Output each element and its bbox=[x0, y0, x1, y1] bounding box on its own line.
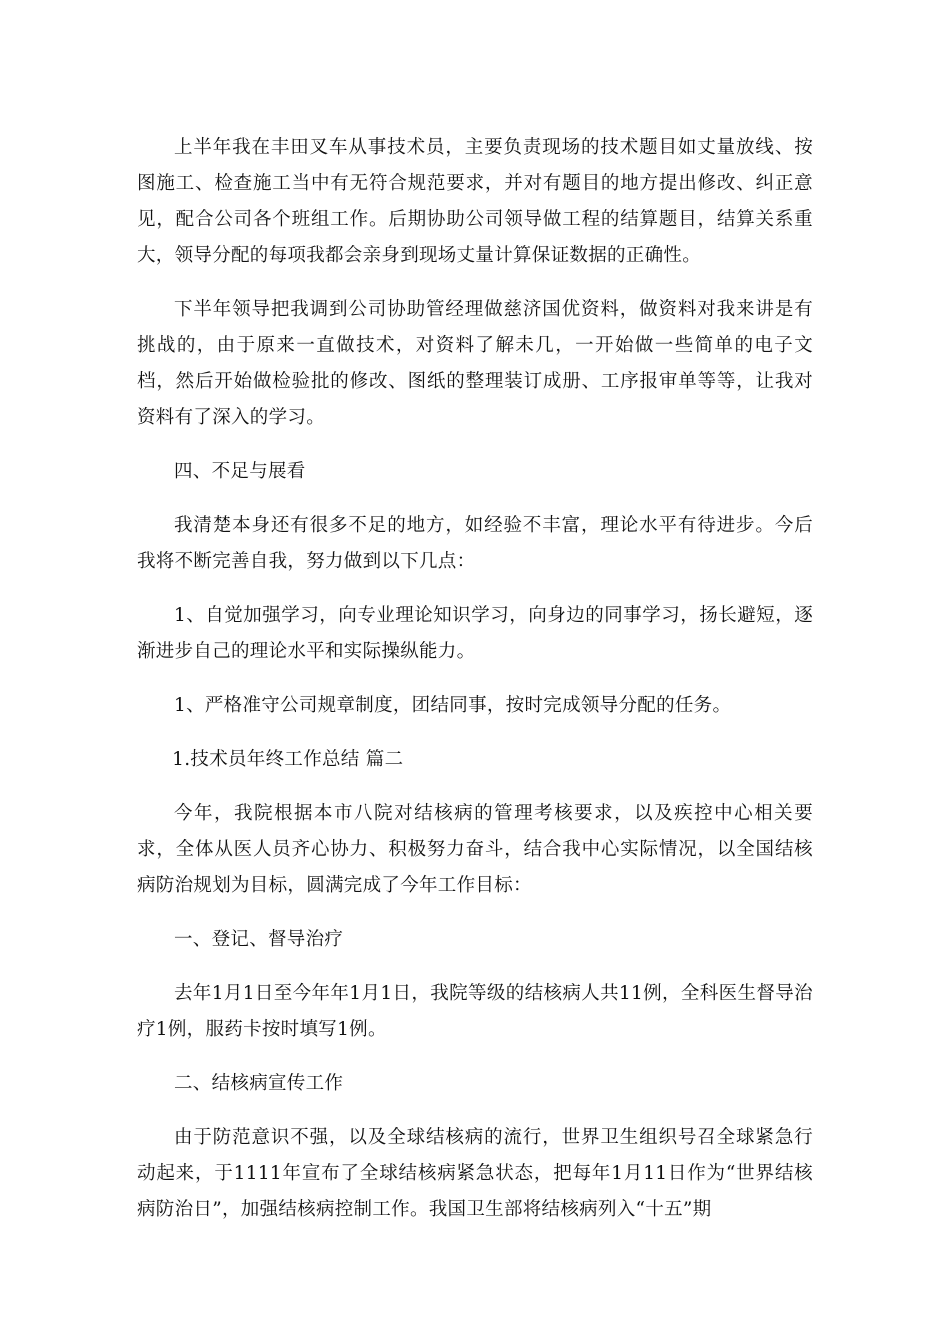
article-title-part-two: 1.技术员年终工作总结 篇二 bbox=[172, 749, 404, 770]
section-heading-shortcomings: 四、不足与展看 bbox=[174, 461, 306, 482]
section-heading-registration: 一、登记、督导治疗 bbox=[174, 929, 344, 950]
paragraph-publicity: 由于防范意识不强，以及全球结核病的流行，世界卫生组织号召全球紧急行动起来，于1111年宣布了全球结核病紧急状态，把每年1月11日作为“世界结核病防治日”，加强结核病控制工作。我国卫生部将结核病列入“十五”期 bbox=[137, 1127, 813, 1220]
section-heading-publicity: 二、结核病宣传工作 bbox=[174, 1073, 344, 1094]
document-body bbox=[137, 130, 813, 1228]
list-item-rules: 1、严格准守公司规章制度，团结同事，按时完成领导分配的任务。 bbox=[174, 695, 732, 716]
paragraph-shortcomings: 我清楚本身还有很多不足的地方，如经验不丰富，理论水平有待进步。今后我将不断完善自我，努力做到以下几点： bbox=[137, 515, 813, 572]
paragraph-second-half-year: 下半年领导把我调到公司协助管经理做慈济国优资料，做资料对我来讲是有挑战的，由于原来一直做技术，对资料了解未几，一开始做一些简单的电子文档，然后开始做检验批的修改、图纸的整理装订成册、工序报审单等等，让我对资料有了深入的学习。 bbox=[137, 299, 813, 428]
paragraph-this-year: 今年，我院根据本市八院对结核病的管理考核要求，以及疾控中心相关要求，全体从医人员齐心协力、积极努力奋斗，结合我中心实际情况，以全国结核病防治规划为目标，圆满完成了今年工作目标： bbox=[137, 803, 813, 896]
paragraph-first-half-year: 上半年我在丰田叉车从事技术员，主要负责现场的技术题目如丈量放线、按图施工、检查施工当中有无符合规范要求，并对有题目的地方提出修改、纠正意见，配合公司各个班组工作。后期协助公司领导做工程的结算题目，结算关系重大，领导分配的每项我都会亲身到现场丈量计算保证数据的正确性。 bbox=[137, 137, 813, 266]
list-item-study: 1、自觉加强学习，向专业理论知识学习，向身边的同事学习，扬长避短，逐渐进步自己的理论水平和实际操纵能力。 bbox=[137, 605, 813, 662]
paragraph-registration: 去年1月1日至今年年1月1日，我院等级的结核病人共11例，全科医生督导治疗1例，服药卡按时填写1例。 bbox=[137, 983, 813, 1040]
